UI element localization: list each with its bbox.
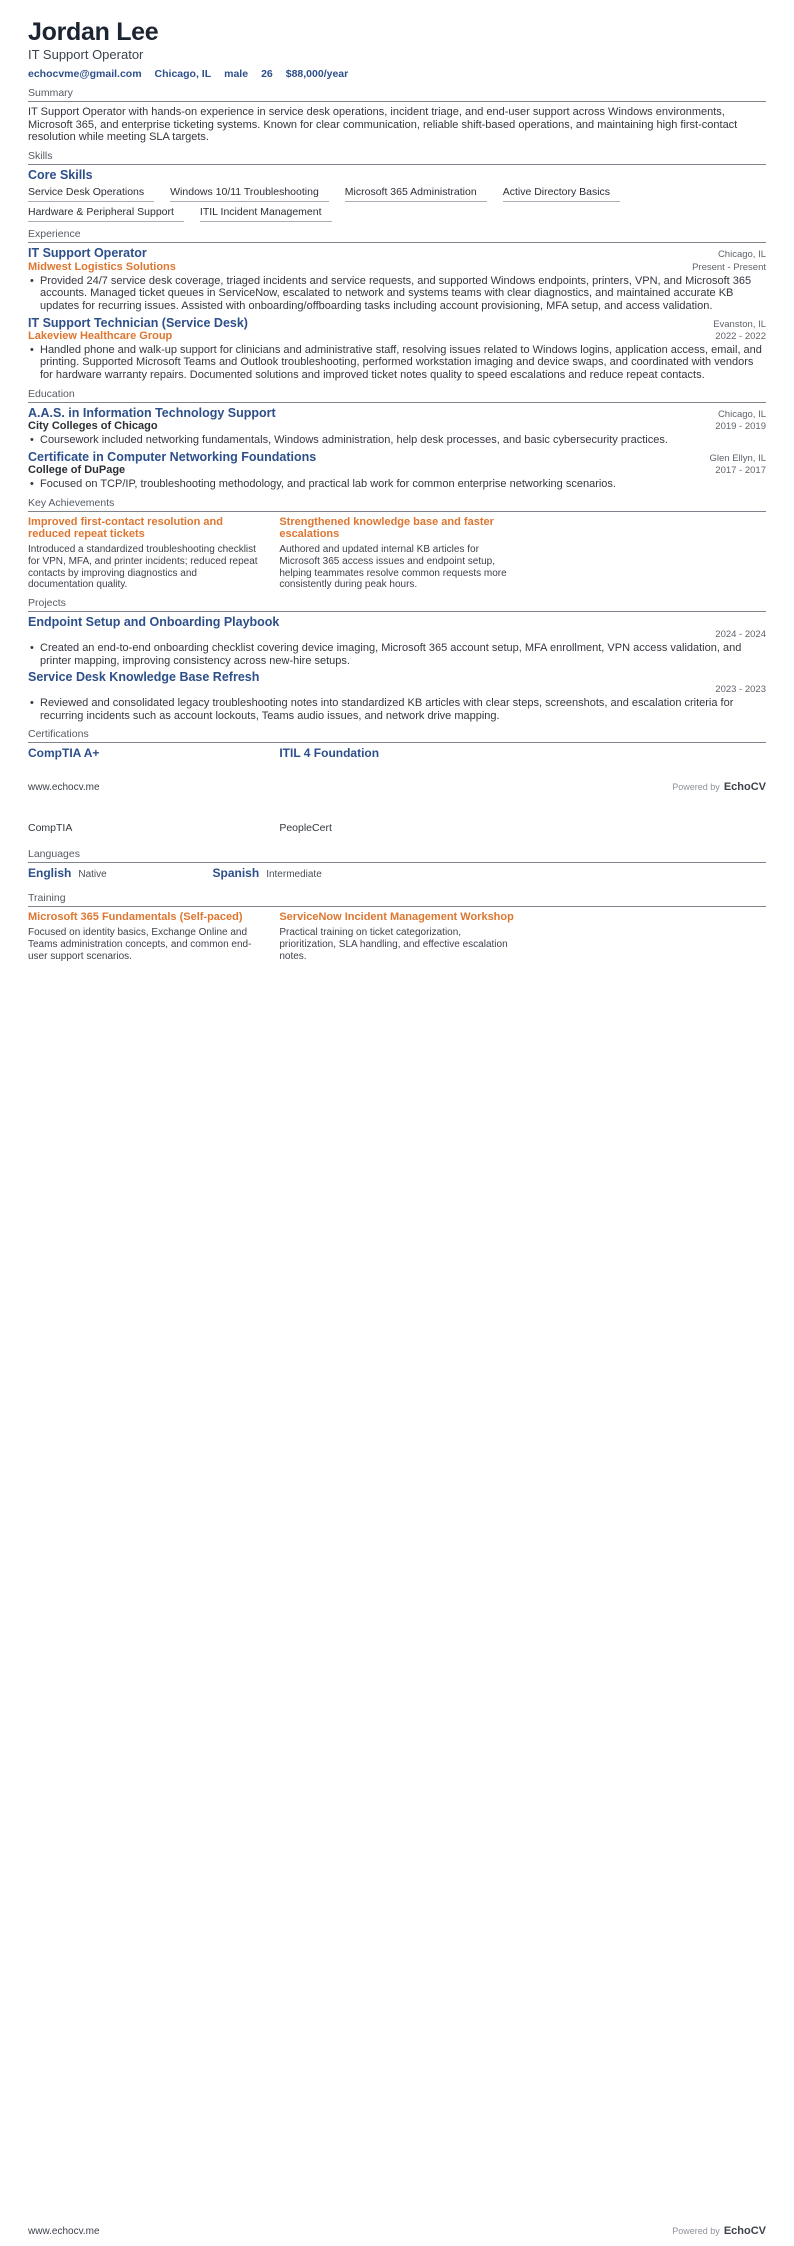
projects-heading: Projects — [28, 597, 766, 612]
school-dates: 2019 - 2019 — [715, 421, 766, 433]
contact-age: 26 — [261, 68, 273, 81]
candidate-name: Jordan Lee — [28, 18, 159, 46]
skill-tag: Windows 10/11 Troubleshooting — [170, 186, 329, 202]
school-name: City Colleges of Chicago — [28, 420, 158, 433]
job-title: IT Support Technician (Service Desk) — [28, 315, 248, 330]
skill-tag: ITIL Incident Management — [200, 206, 332, 222]
training-card — [28, 911, 263, 962]
section-skills — [28, 150, 766, 222]
achievement-card — [279, 516, 514, 591]
page-footer — [28, 2225, 766, 2237]
skills-group-title: Core Skills — [28, 167, 93, 182]
language-item — [213, 867, 398, 880]
footer-site-link[interactable]: www.echocv.me — [28, 2225, 100, 2237]
training-description: Practical training on ticket categorization, prioritization, SLA handling, and effective escalation notes. — [279, 927, 508, 962]
skill-tag: Hardware & Peripheral Support — [28, 206, 184, 222]
language-level: Intermediate — [266, 869, 322, 881]
skill-tag: Service Desk Operations — [28, 186, 154, 202]
education-entry — [28, 451, 766, 491]
certifications-heading: Certifications — [28, 728, 766, 743]
training-title: ServiceNow Incident Management Workshop — [279, 911, 514, 924]
section-key-achievements — [28, 497, 766, 592]
certification-name: ITIL 4 Foundation — [279, 746, 380, 761]
experience-entry — [28, 317, 766, 382]
job-dates: Present - Present — [692, 261, 766, 273]
section-languages — [28, 848, 766, 880]
achievement-description: Introduced a standardized troubleshooting checklist for VPN, MFA, and printer incidents; reduced repeat contacts by improving diagnostics and documentation quality. — [28, 543, 258, 591]
achievement-title: Strengthened knowledge base and faster escalations — [279, 515, 494, 541]
training-heading: Training — [28, 892, 766, 907]
section-education — [28, 388, 766, 491]
education-heading: Education — [28, 388, 766, 403]
project-dates: 2024 - 2024 — [715, 629, 766, 641]
certification-name: CompTIA A+ — [28, 746, 100, 761]
school-dates: 2017 - 2017 — [715, 464, 766, 476]
training-grid — [28, 911, 766, 962]
school-location: Chicago, IL — [717, 408, 766, 420]
degree-title: A.A.S. in Information Technology Support — [28, 405, 276, 420]
project-bullet: • Created an end-to-end onboarding checklist covering device imaging, Microsoft 365 account setup, MFA enrollment, VPN access validation, and printer mapping, improving consistency across new-hire setups. — [28, 642, 766, 667]
powered-by-label: Powered by — [672, 781, 720, 792]
project-entry — [28, 616, 766, 667]
certification-issuer: PeopleCert — [279, 822, 332, 834]
section-experience — [28, 228, 766, 381]
job-dates: 2022 - 2022 — [715, 330, 766, 342]
project-title: Endpoint Setup and Onboarding Playbook — [28, 615, 280, 630]
skill-tag: Active Directory Basics — [503, 186, 620, 202]
training-description: Focused on identity basics, Exchange Online and Teams administration concepts, and common end-user support scenarios. — [28, 927, 252, 962]
language-name: Spanish — [212, 866, 260, 881]
skill-tag-list — [28, 186, 766, 222]
experience-heading: Experience — [28, 228, 766, 243]
job-location: Evanston, IL — [713, 318, 766, 330]
company-name: Lakeview Healthcare Group — [28, 329, 173, 342]
education-bullet: • Coursework included networking fundamentals, Windows administration, help desk processes, and basic cybersecurity practices. — [28, 434, 766, 447]
skills-heading: Skills — [28, 150, 766, 165]
candidate-title: IT Support Operator — [28, 47, 144, 62]
achievement-title: Improved first-contact resolution and reduced repeat tickets — [28, 515, 223, 541]
resume-page-1 — [0, 0, 794, 802]
experience-entry — [28, 247, 766, 312]
contact-location: Chicago, IL — [154, 68, 212, 81]
powered-by — [672, 2225, 766, 2237]
project-title: Service Desk Knowledge Base Refresh — [28, 670, 260, 685]
resume-page-2 — [0, 802, 794, 2246]
page-footer — [28, 781, 766, 793]
education-bullet: • Focused on TCP/IP, troubleshooting methodology, and practical lab work for common enterprise networking scenarios. — [28, 478, 766, 491]
powered-by-label: Powered by — [672, 2225, 720, 2236]
certification-issuers-grid — [28, 822, 766, 834]
education-entry — [28, 407, 766, 447]
achievement-description: Authored and updated internal KB articles for Microsoft 365 access issues and endpoint setup, helping teammates resolve common requests more consistently during peak hours. — [279, 543, 507, 591]
language-level: Native — [78, 869, 107, 881]
job-title: IT Support Operator — [28, 246, 147, 261]
company-name: Midwest Logistics Solutions — [28, 260, 176, 273]
echocv-brand[interactable]: EchoCV — [723, 780, 766, 793]
footer-site-link[interactable]: www.echocv.me — [28, 781, 100, 793]
project-bullet: • Reviewed and consolidated legacy troubleshooting notes into standardized KB articles with clear steps, screenshots, and escalation criteria for recurring incidents such as account lockouts, Teams audio issues, and network drive mapping. — [28, 697, 766, 722]
achievement-card — [28, 516, 263, 591]
school-location: Glen Ellyn, IL — [709, 452, 766, 464]
summary-text: IT Support Operator with hands-on experience in service desk operations, incident triage, and end-user support across Windows environments, Microsoft 365, and enterprise ticketing systems. Known for clear communication, reliable shift-based operations, and maintaining high first-contact resolution while meeting SLA targets. — [28, 105, 738, 144]
summary-heading: Summary — [28, 87, 766, 102]
section-summary — [28, 87, 766, 144]
project-dates: 2023 - 2023 — [715, 684, 766, 696]
language-name: English — [28, 866, 72, 881]
section-training — [28, 892, 766, 962]
powered-by — [672, 781, 766, 793]
languages-grid — [28, 867, 766, 880]
key-achievements-heading: Key Achievements — [28, 497, 766, 512]
contact-email[interactable]: echocvme@gmail.com — [28, 68, 142, 81]
certification-issuer: CompTIA — [28, 822, 73, 834]
section-certifications — [28, 728, 766, 760]
section-projects — [28, 597, 766, 722]
degree-title: Certificate in Computer Networking Foundations — [28, 449, 317, 464]
training-title: Microsoft 365 Fundamentals (Self-paced) — [28, 911, 243, 924]
skill-tag: Microsoft 365 Administration — [345, 186, 487, 202]
resume-header — [28, 20, 766, 81]
languages-heading: Languages — [28, 848, 766, 863]
achievements-grid — [28, 516, 766, 591]
school-name: College of DuPage — [28, 463, 126, 476]
project-entry — [28, 671, 766, 722]
job-bullet: • Provided 24/7 service desk coverage, triaged incidents and service requests, and supported Windows endpoints, printers, VPN, and Microsoft 365 accounts. Managed ticket queues in ServiceNow, escalated to network and systems teams with clear diagnostics, and maintained accurate KB updates for recurring issues. Assisted with onboarding/offboarding tasks including account provisioning, MFA setup, and access validation. — [28, 275, 766, 313]
contact-gender: male — [224, 68, 249, 81]
training-card — [279, 911, 514, 962]
certifications-grid — [28, 747, 766, 760]
job-location: Chicago, IL — [717, 249, 766, 261]
job-bullet: • Handled phone and walk-up support for clinicians and administrative staff, resolving issues related to Windows logins, application access, email, and printing. Supported Microsoft Teams and Outlook troubleshooting, performed workstation imaging and device swaps, and coordinated with vendors for hardware warranty repairs. Documented solutions and improved ticket notes quality to speed escalations and reduce repeat contacts. — [28, 344, 766, 382]
echocv-brand[interactable]: EchoCV — [723, 2224, 766, 2237]
language-item — [28, 867, 213, 880]
contact-salary: $88,000/year — [285, 68, 349, 81]
contact-row — [28, 68, 766, 81]
